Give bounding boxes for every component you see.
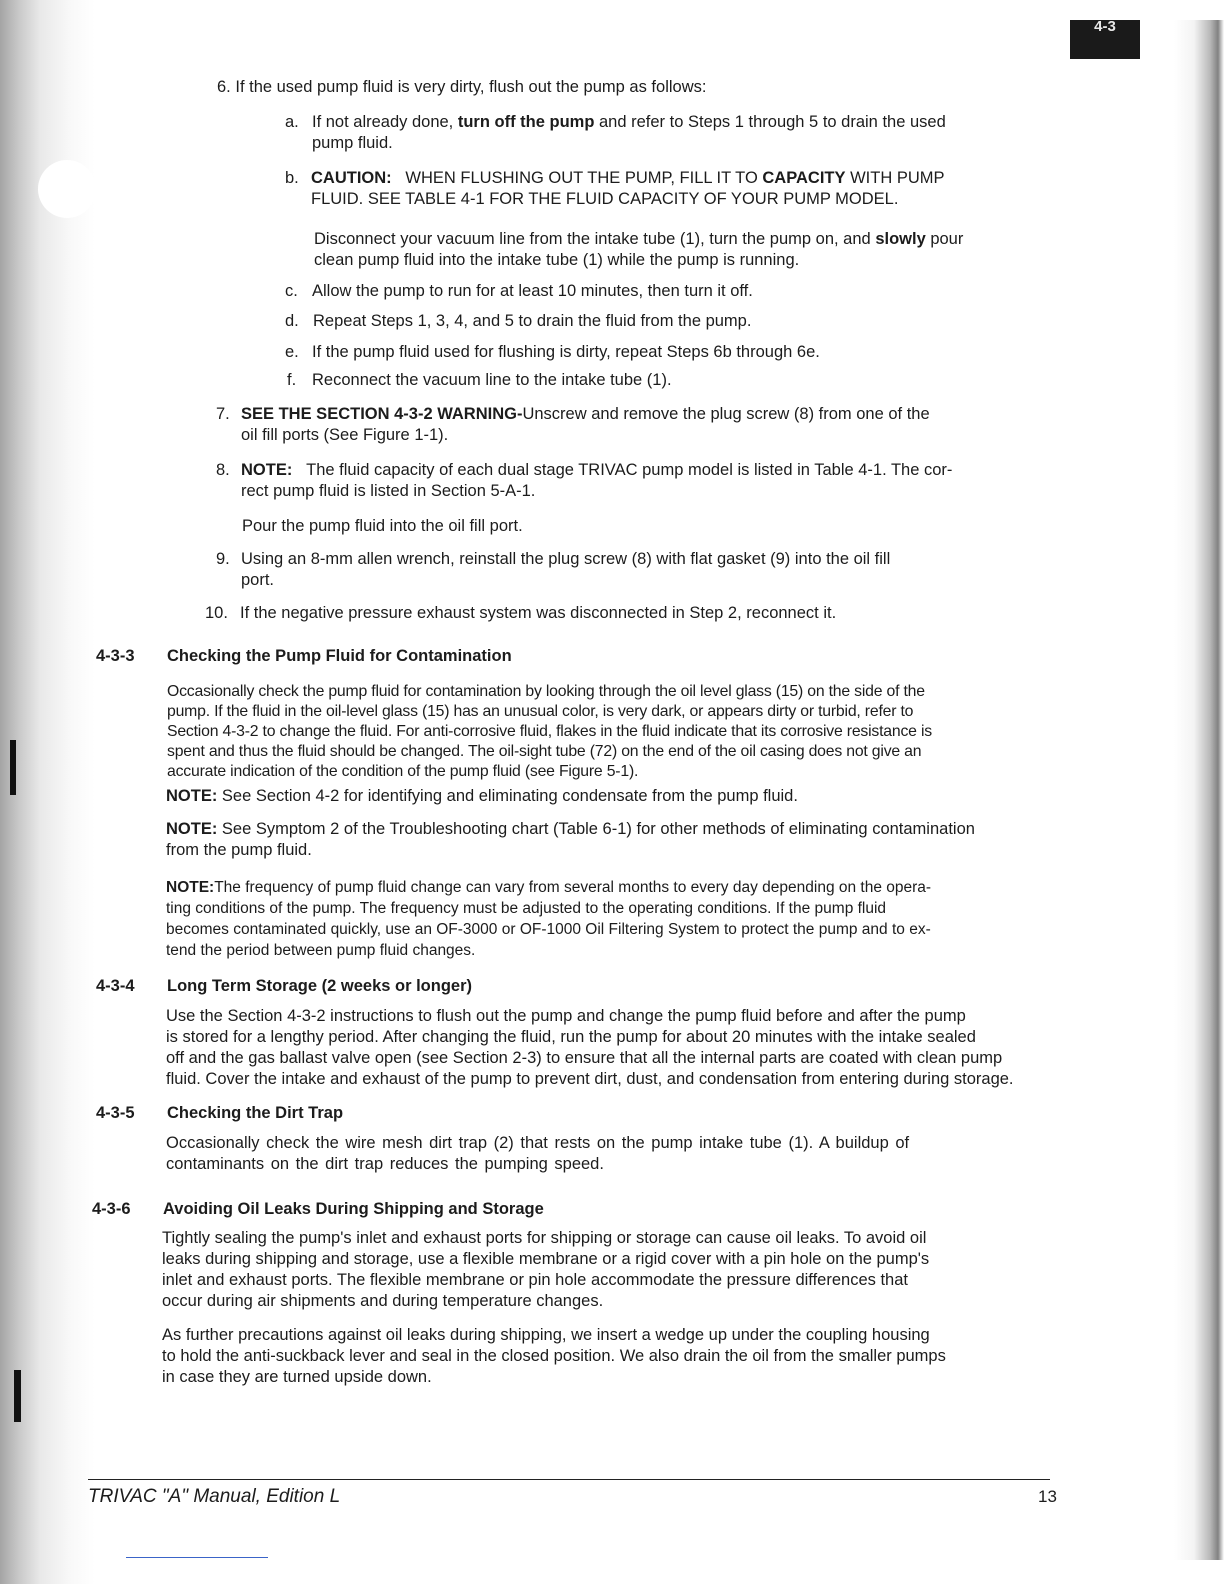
section-4-3-6-number: 4-3-6 bbox=[92, 1200, 131, 1218]
scan-edge-right bbox=[1174, 20, 1224, 1560]
step-6c-letter: c. bbox=[285, 282, 298, 300]
section-4-3-6-paragraph-2: As further precautions against oil leaks during shipping, we insert a wedge up under the coupling housing to hold the anti-suckback lever and seal in the closed position. We also drain the oil from the smaller pumps in case they are turned upside down. bbox=[162, 1326, 946, 1386]
step-10-number: 10. bbox=[205, 604, 228, 622]
step-6d-letter: d. bbox=[285, 312, 299, 330]
section-4-3-5-title: Checking the Dirt Trap bbox=[167, 1104, 344, 1122]
section-4-3-3-title: Checking the Pump Fluid for Contamination bbox=[167, 647, 512, 665]
step-6d: Repeat Steps 1, 3, 4, and 5 to drain the fluid from the pump. bbox=[313, 312, 752, 330]
step-6f-letter: f. bbox=[287, 371, 297, 389]
note-troubleshooting: NOTE: See Symptom 2 of the Troubleshooting chart (Table 6-1) for other methods of eliminating contamination from the pump fluid. bbox=[166, 820, 975, 859]
step-9: Using an 8-mm allen wrench, reinstall the plug screw (8) with flat gasket (9) into the oil fill port. bbox=[241, 550, 891, 589]
note-condensate: NOTE: See Section 4-2 for identifying and eliminating condensate from the pump fluid. bbox=[166, 787, 798, 805]
step-6c: Allow the pump to run for at least 10 minutes, then turn it off. bbox=[312, 282, 753, 300]
section-4-3-3-paragraph: Occasionally check the pump fluid for contamination by looking through the oil level glass (15) on the side of the pump. If the fluid in the oil-level glass (15) has an unusual color, is very dark, or appears dirty or turbid, refer to Section 4-3-2 to change the fluid. For anti-corrosive fluid, flakes in the fluid indicate that its corrosive resistance is spent and thus the fluid should be changed. The oil-sight tube (72) on the end of the oil casing does not give an accurate indication of the condition of the pump fluid (see Figure 5-1). bbox=[167, 683, 932, 780]
step-6: 6. If the used pump fluid is very dirty, flush out the pump as follows: bbox=[217, 78, 707, 96]
footer-manual-title: TRIVAC "A" Manual, Edition L bbox=[88, 1486, 341, 1507]
section-tab: 4-3 bbox=[1070, 20, 1140, 59]
step-6b-instructions: Disconnect your vacuum line from the intake tube (1), turn the pump on, and slowly pour clean pump fluid into the intake tube (1) while the pump is running. bbox=[314, 230, 964, 269]
step-6a-letter: a. bbox=[285, 113, 299, 131]
step-6b-caution: CAUTION: WHEN FLUSHING OUT THE PUMP, FILL IT TO CAPACITY WITH PUMP FLUID. SEE TABLE 4-1 FOR THE FLUID CAPACITY OF YOUR PUMP MODEL. bbox=[311, 169, 945, 208]
section-4-3-4-number: 4-3-4 bbox=[96, 977, 135, 995]
binding-mark-bottom bbox=[14, 1370, 21, 1422]
step-8: NOTE: The fluid capacity of each dual stage TRIVAC pump model is listed in Table 4-1. The cor- rect pump fluid is listed in Section 5-A-1. bbox=[241, 461, 953, 500]
note-frequency: NOTE:The frequency of pump fluid change can vary from several months to every day depending on the opera- ting conditions of the pump. The frequency must be adjusted to the operating conditions. If the pump fluid becomes contaminated quickly, use an OF-3000 or OF-1000 Oil Filtering System to protect the pump and to ex- tend the period between pump fluid changes. bbox=[166, 879, 932, 959]
step-6e-letter: e. bbox=[285, 343, 299, 361]
step-7-number: 7. bbox=[216, 405, 230, 423]
section-4-3-3-number: 4-3-3 bbox=[96, 647, 135, 665]
step-6f: Reconnect the vacuum line to the intake tube (1). bbox=[312, 371, 672, 389]
section-4-3-5-paragraph: Occasionally check the wire mesh dirt trap (2) that rests on the pump intake tube (1). A buildup of contaminants on the dirt trap reduces the pumping speed. bbox=[166, 1134, 910, 1173]
scan-artifact-line bbox=[126, 1557, 268, 1558]
step-6b-letter: b. bbox=[285, 169, 299, 187]
step-8-number: 8. bbox=[216, 461, 230, 479]
step-10: If the negative pressure exhaust system was disconnected in Step 2, reconnect it. bbox=[240, 604, 837, 622]
step-8-pour: Pour the pump fluid into the oil fill port. bbox=[242, 517, 523, 535]
binding-mark-top bbox=[10, 740, 16, 795]
section-4-3-6-paragraph-1: Tightly sealing the pump's inlet and exhaust ports for shipping or storage can cause oil leaks. To avoid oil leaks during shipping and storage, use a flexible membrane or a rigid cover with a pin hole on the pump's inlet and exhaust ports. The flexible membrane or pin hole accommodate the pressure differences that occur during air shipments and during temperature changes. bbox=[162, 1229, 930, 1310]
section-4-3-4-title: Long Term Storage (2 weeks or longer) bbox=[167, 977, 473, 995]
section-4-3-4-paragraph: Use the Section 4-3-2 instructions to flush out the pump and change the pump fluid before and after the pump is stored for a lengthy period. After changing the fluid, run the pump for about 20 minutes with the intake sealed off and the gas ballast valve open (see Section 2-3) to ensure that all the internal parts are coated with clean pump fluid. Cover the intake and exhaust of the pump to prevent dirt, dust, and condensation from entering during storage. bbox=[166, 1007, 1014, 1088]
section-4-3-6-title: Avoiding Oil Leaks During Shipping and Storage bbox=[163, 1200, 544, 1218]
step-6e: If the pump fluid used for flushing is dirty, repeat Steps 6b through 6e. bbox=[312, 343, 820, 361]
section-4-3-5-number: 4-3-5 bbox=[96, 1104, 135, 1122]
step-9-number: 9. bbox=[216, 550, 230, 568]
footer-rule bbox=[88, 1479, 1050, 1480]
step-6a: If not already done, turn off the pump and refer to Steps 1 through 5 to drain the used pump fluid. bbox=[312, 113, 946, 152]
page-number: 13 bbox=[1038, 1487, 1057, 1506]
step-7: SEE THE SECTION 4-3-2 WARNING-Unscrew and remove the plug screw (8) from one of the oil fill ports (See Figure 1-1). bbox=[241, 405, 930, 444]
punch-hole bbox=[38, 160, 96, 218]
